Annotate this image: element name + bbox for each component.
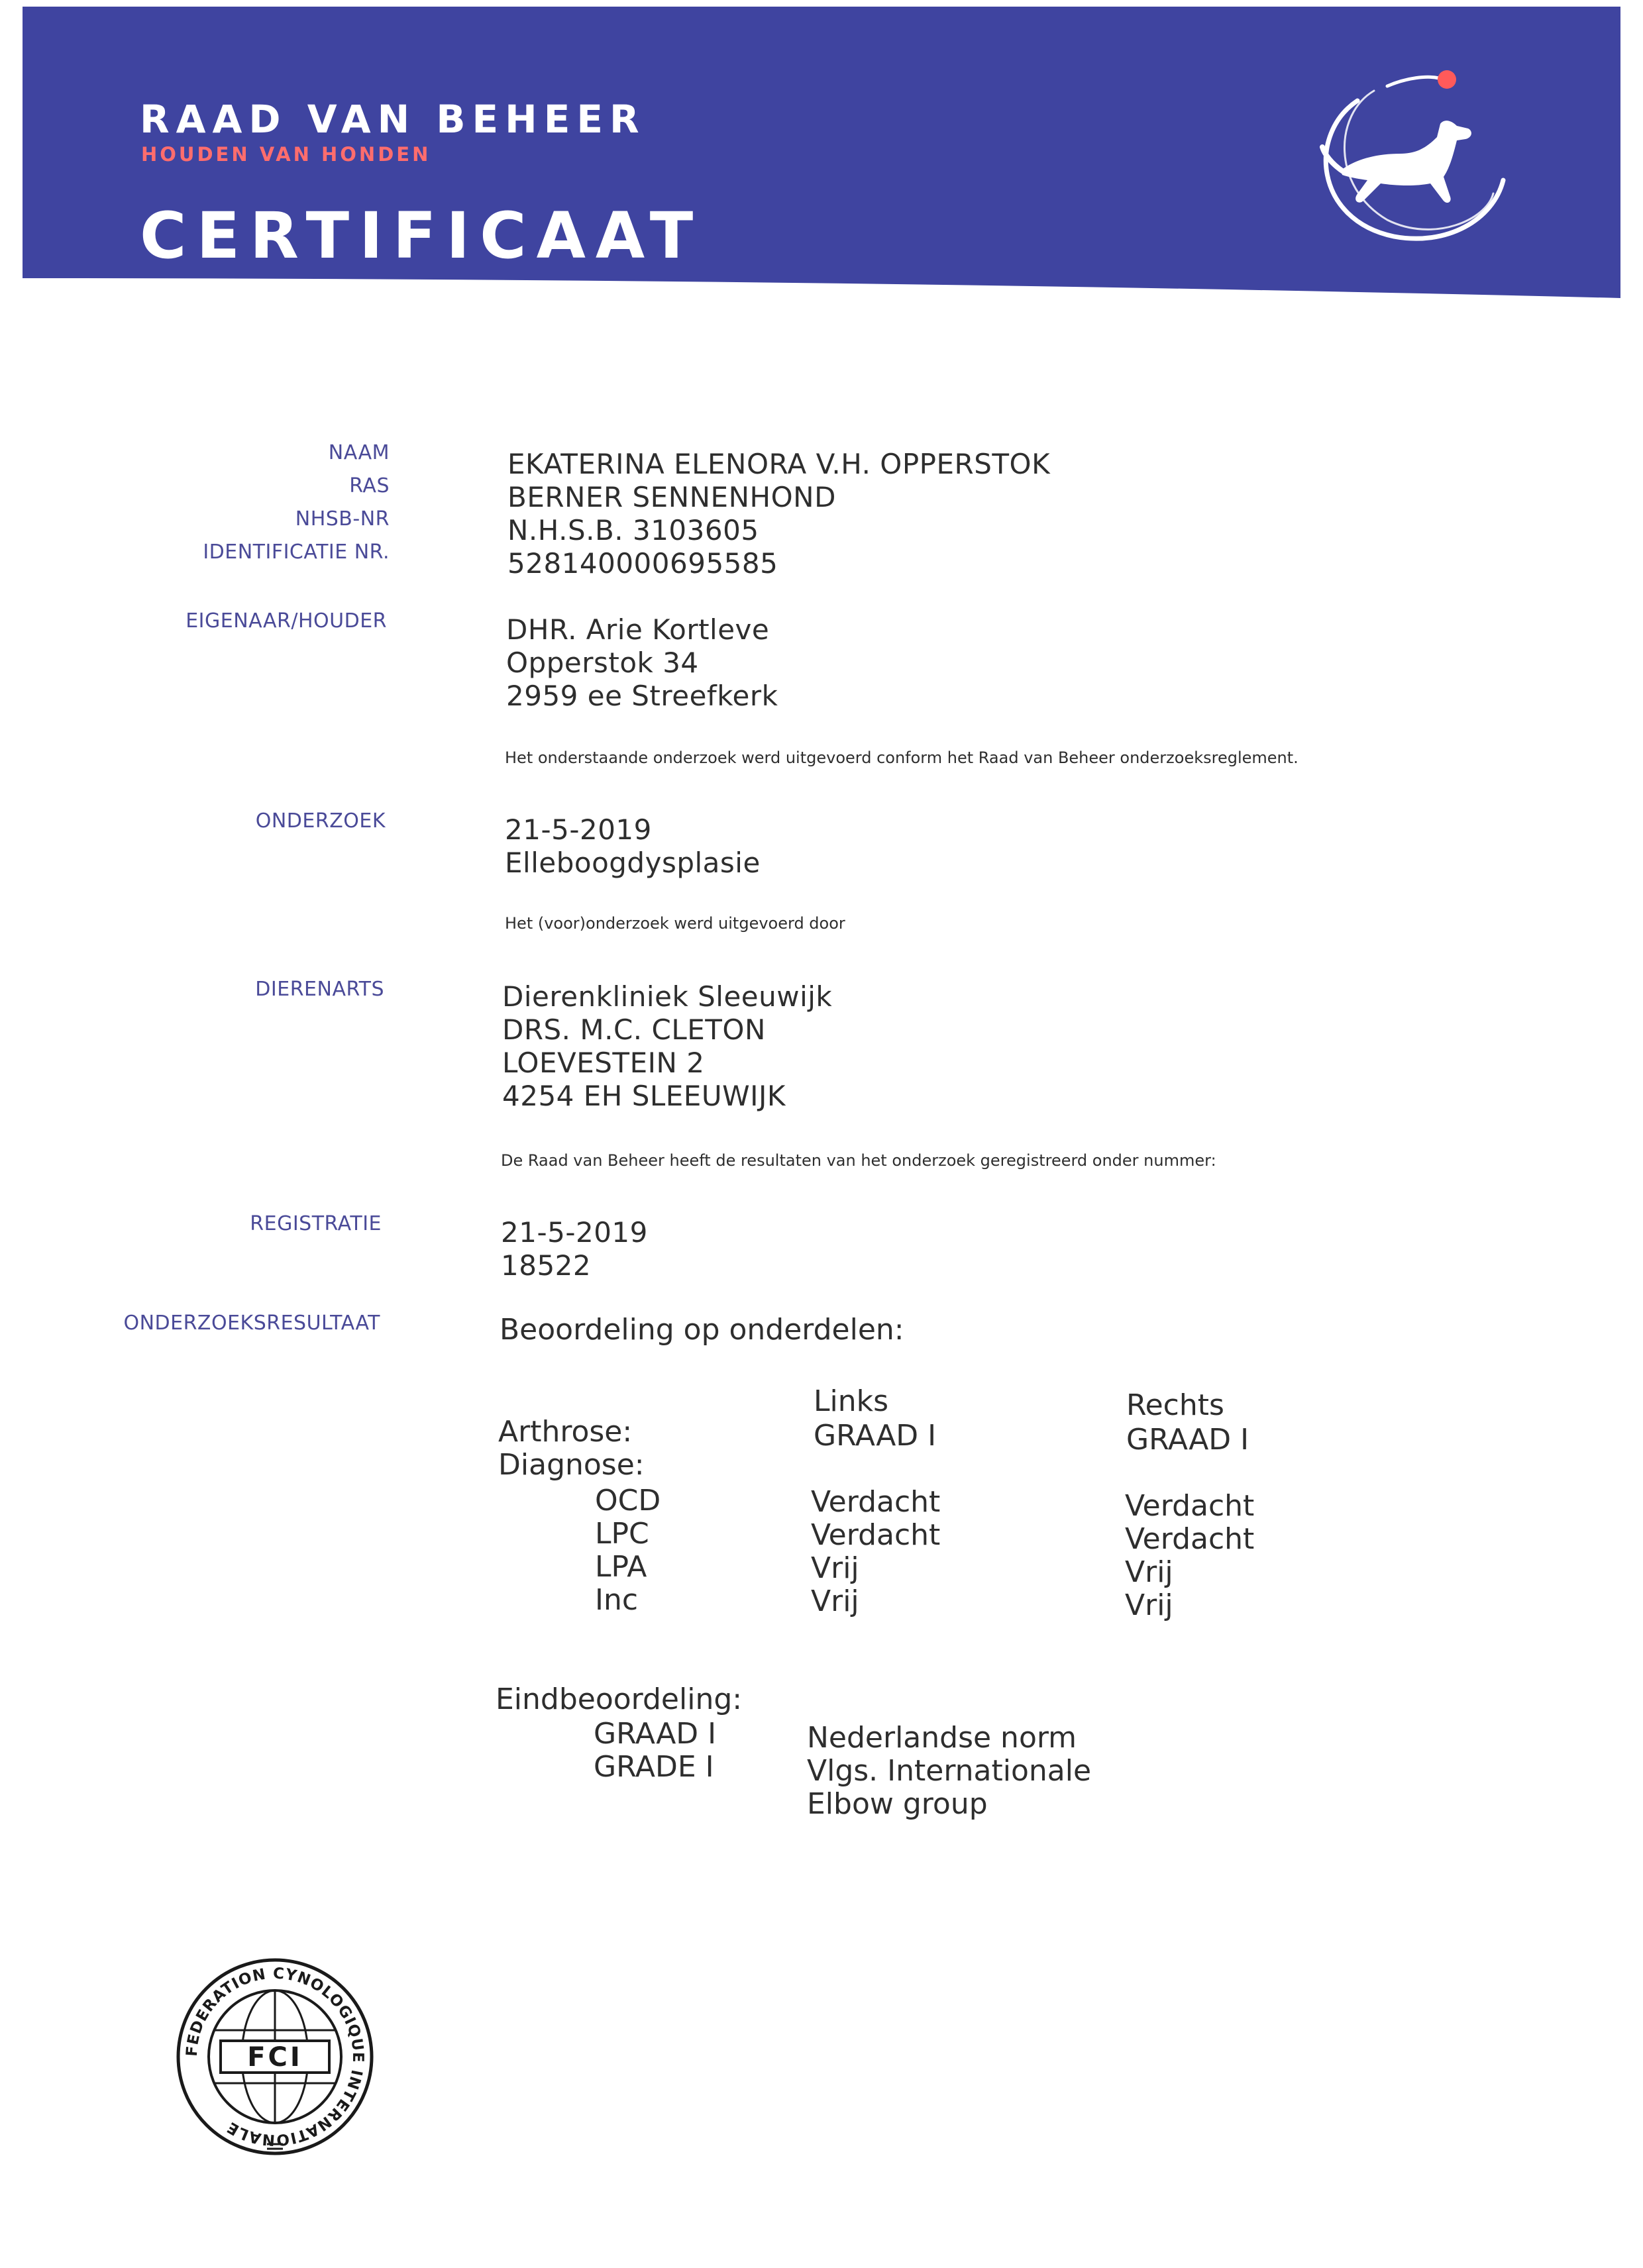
vet-doctor: DRS. M.C. CLETON <box>502 1013 766 1046</box>
vet-street: LOEVESTEIN 2 <box>502 1047 705 1079</box>
exam-date: 21-5-2019 <box>505 813 652 846</box>
row-left: Verdacht <box>811 1485 941 1519</box>
label-onderzoek: ONDERZOEK <box>255 809 386 833</box>
owner-city: 2959 ee Streefkerk <box>506 680 778 712</box>
org-name: RAAD VAN BEHEER <box>140 97 646 142</box>
fci-abbr: FCI <box>247 2042 303 2073</box>
row-left: Vrij <box>811 1551 859 1585</box>
col-links: Links <box>814 1384 889 1418</box>
row-left: Verdacht <box>811 1518 941 1552</box>
row-right: Verdacht <box>1125 1489 1255 1523</box>
label-registratie: REGISTRATIE <box>250 1212 382 1235</box>
row-right: Verdacht <box>1125 1522 1255 1556</box>
document-title: CERTIFICAAT <box>140 199 704 273</box>
fci-globe-seal-icon <box>176 1957 374 2156</box>
row-name: LPC <box>595 1517 649 1551</box>
label-nhsb: NHSB-NR <box>295 507 390 531</box>
final-norm-int2: Elbow group <box>807 1787 988 1821</box>
arthrose-right: GRAAD I <box>1126 1423 1249 1457</box>
final-norm-int: Vlgs. Internationale <box>807 1754 1092 1788</box>
exam-type: Elleboogdysplasie <box>505 847 761 879</box>
owner-name: DHR. Arie Kortleve <box>506 613 770 646</box>
dog-name: EKATERINA ELENORA V.H. OPPERSTOK <box>507 448 1051 480</box>
label-dierenarts: DIERENARTS <box>255 978 384 1001</box>
label-eigenaar: EIGENAAR/HOUDER <box>186 609 387 633</box>
row-name: OCD <box>595 1484 661 1518</box>
note-registered: De Raad van Beheer heeft de resultaten van het onderzoek geregistreerd onder nummer: <box>501 1151 1216 1170</box>
final-grade-int: GRADE I <box>594 1750 714 1784</box>
row-left: Vrij <box>811 1584 859 1618</box>
note-regulation: Het onderstaande onderzoek werd uitgevoerd conform het Raad van Beheer onderzoeksreglement. <box>505 748 1298 767</box>
vet-clinic: Dierenkliniek Sleeuwijk <box>502 980 833 1013</box>
owner-street: Opperstok 34 <box>506 646 699 679</box>
row-name: Inc <box>595 1583 639 1617</box>
final-label: Eindbeoordeling: <box>496 1682 743 1716</box>
arthrose-label: Arthrose: <box>498 1415 633 1449</box>
row-right: Vrij <box>1125 1588 1173 1622</box>
arthrose-left: GRAAD I <box>814 1419 937 1453</box>
row-right: Vrij <box>1125 1555 1173 1589</box>
note-performed-by: Het (voor)onderzoek werd uitgevoerd door <box>505 914 845 933</box>
label-onderzoeksresultaat: ONDERZOEKSRESULTAAT <box>123 1312 380 1335</box>
fci-ring-text: FEDERATION CYNOLOGIQUE INTERNATIONALE <box>183 1965 367 2149</box>
vet-city: 4254 EH SLEEUWIJK <box>502 1080 786 1112</box>
row-name: LPA <box>595 1550 647 1584</box>
org-tagline: HOUDEN VAN HONDEN <box>141 143 431 166</box>
dog-id: 528140000695585 <box>507 547 778 580</box>
final-grade-nl: GRAAD I <box>594 1717 717 1751</box>
dog-nhsb: N.H.S.B. 3103605 <box>507 514 759 546</box>
result-heading: Beoordeling op onderdelen: <box>500 1313 904 1347</box>
dog-breed: BERNER SENNENHOND <box>507 481 836 513</box>
registration-date: 21-5-2019 <box>501 1216 648 1249</box>
label-ras: RAS <box>349 474 390 497</box>
label-identificatie: IDENTIFICATIE NR. <box>203 541 390 564</box>
registration-number: 18522 <box>501 1249 592 1282</box>
diagnose-label: Diagnose: <box>498 1448 645 1482</box>
header-banner <box>23 7 1620 303</box>
dog-jumping-logo-icon <box>1295 54 1526 253</box>
col-rechts: Rechts <box>1126 1388 1224 1422</box>
label-naam: NAAM <box>328 441 390 464</box>
final-norm-nl: Nederlandse norm <box>807 1721 1077 1755</box>
